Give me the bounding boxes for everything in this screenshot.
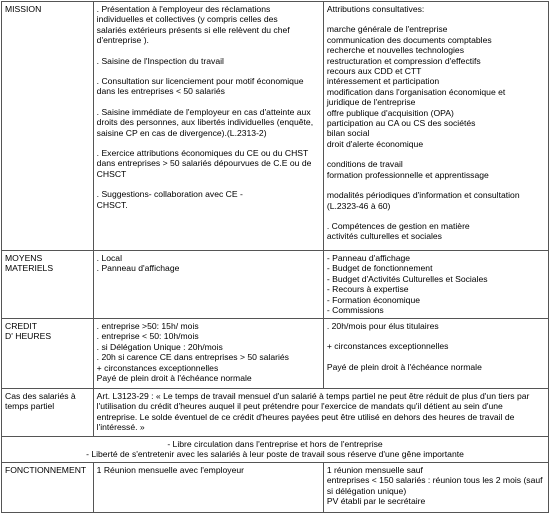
comparison-table (1, 1, 549, 513)
text-line: . Consultation sur licenciement pour motif économique (96, 76, 304, 87)
label-text: MATERIELS (5, 263, 54, 274)
text-line: droits des personnes, aux libertés individuelles (enquête, (96, 117, 314, 128)
text-line: . Saisine immédiate de l'employeur en cas d'atteinte aux (96, 106, 311, 117)
list-item: - Budget de fonctionnement (326, 263, 433, 274)
credit-consult-cell (323, 319, 548, 389)
list-item: . 20h/mois pour élus titulaires (326, 321, 439, 331)
list-item: recherche et nouvelles technologies (326, 45, 464, 56)
label-text: Cas des salariés à (5, 391, 76, 401)
list-item: . entreprise >50: 15h/ mois (96, 321, 199, 331)
text-line: . Exercice attributions économiques du CE ou du CHST (96, 148, 309, 159)
text-line: l'intéressé. » (96, 422, 145, 433)
row-mission (2, 2, 549, 251)
text-line: entreprises < 150 salariés : réunion tous les 2 mois (sauf (326, 475, 543, 486)
list-item: - Recours à expertise (326, 284, 409, 295)
temps-partiel-text-cell (93, 389, 548, 437)
text-line: salariés extérieurs présents si elle relèvent du chef (96, 24, 290, 35)
list-item: marche générale de l'entreprise (326, 24, 448, 35)
cell-heading: Attributions consultatives: (326, 4, 425, 14)
list-item: Payé de plein droit à l'échéance normale (326, 361, 482, 372)
text-line: Art. L3123-29 : « Le temps de travail mensuel d'un salarié à temps partiel ne peut être réduit de plus d'un tiers par (96, 391, 530, 401)
credit-employer-cell (93, 319, 323, 389)
list-item: juridique de l'entreprise (326, 97, 416, 108)
text-line: . Présentation à l'employeur des réclamations (96, 4, 271, 14)
text-line: . Suggestions- collaboration avec CE - (96, 189, 243, 200)
mission-consult-cell (323, 2, 548, 251)
label-text: MISSION (5, 4, 42, 14)
label-text: D' HEURES (5, 331, 52, 342)
list-item: . Panneau d'affichage (96, 263, 180, 274)
row-fonctionnement (2, 462, 549, 512)
list-item: restructuration et compression d'effectifs (326, 55, 481, 66)
row-moyens (2, 251, 549, 319)
row-libre-circulation (2, 437, 549, 463)
list-item: . entreprise < 50: 10h/mois (96, 331, 199, 342)
label-text: temps partiel (5, 401, 55, 412)
list-item: modification dans l'organisation économique et (326, 86, 506, 97)
text-line: - Libre circulation dans l'entreprise et hors de l'entreprise (167, 439, 383, 449)
moyens-consult-cell (323, 251, 548, 319)
fonctionnement-consult-cell (323, 462, 548, 512)
list-item: + circonstances exceptionnelles (326, 341, 449, 352)
list-item: - Commissions (326, 305, 384, 316)
text-line: 1 réunion mensuelle sauf (326, 464, 423, 475)
text-line: dans les entreprises < 50 salariés (96, 86, 225, 97)
list-item: - Budget d'Activités Culturelles et Sociales (326, 273, 488, 284)
list-item: . si Délégation Unique : 20h/mois (96, 341, 223, 352)
list-item: + circonstances exceptionnelles (96, 362, 219, 373)
row-label-fonctionnement (2, 462, 94, 512)
text-line: CHSCT (96, 168, 127, 179)
list-item: formation professionnelle et apprentissage (326, 169, 489, 180)
row-label-mission (2, 2, 94, 251)
text-line: entreprise. Le solde éventuel de ce crédit d'heures payées peut être utilisé en dehors des heures de travail de (96, 411, 515, 422)
label-text: FONCTIONNEMENT (5, 464, 87, 475)
text-line: . Saisine de l'Inspection du travail (96, 55, 224, 66)
list-item: offre publique d'acquisition (OPA) (326, 107, 454, 118)
row-temps-partiel (2, 389, 549, 437)
list-item: - Formation économique (326, 294, 421, 305)
list-item: Payé de plein droit à l'échéance normale (96, 373, 252, 384)
text-line: 1 Réunion mensuelle avec l'employeur (96, 464, 245, 475)
label-text: CREDIT (5, 321, 37, 331)
text-line: PV établi par le secrétaire (326, 496, 426, 507)
text-line: - Liberté de s'entretenir avec les salariés à leur poste de travail sous réserve d'une gêne importante (86, 449, 464, 460)
row-label-moyens (2, 251, 94, 319)
list-item: . Local (96, 253, 122, 263)
list-item: intéressement et participation (326, 76, 440, 87)
row-credit (2, 319, 549, 389)
list-item: (L.2323-46 à 60) (326, 200, 391, 211)
text-line: dans entreprises > 50 salariés dépourvues de C.E ou de (96, 158, 312, 169)
text-line: d'entreprise ). (96, 35, 149, 46)
list-item: recours aux CDD et CTT (326, 66, 422, 77)
list-item: droit d'alerte économique (326, 138, 424, 149)
fonctionnement-employer-cell (93, 462, 323, 512)
list-item: . 20h si carence CE dans entreprises > 50 salariés (96, 352, 289, 363)
mission-employer-cell (93, 2, 323, 251)
list-item: modalités périodiques d'information et consultation (326, 190, 520, 201)
text-line: CHSCT. (96, 199, 128, 210)
list-item: bilan social (326, 128, 370, 139)
row-label-temps-partiel (2, 389, 94, 437)
text-line: si délégation unique) (326, 485, 407, 496)
label-text: MOYENS (5, 253, 43, 263)
list-item: communication des documents comptables (326, 34, 492, 45)
list-item: . Compétences de gestion en matière (326, 220, 470, 231)
list-item: participation au CA ou CS des sociétés (326, 118, 476, 129)
libre-circulation-cell (2, 437, 549, 463)
list-item: conditions de travail (326, 159, 403, 170)
moyens-employer-cell (93, 251, 323, 319)
text-line: individuelles et collectives (y compris celles des (96, 14, 278, 25)
text-line: l'utilisation du crédit d'heures auquel il peut prétendre pour l'exercice de mandats qu'il détient au sein d'une (96, 401, 503, 412)
row-label-credit (2, 319, 94, 389)
list-item: activités culturelles et sociales (326, 231, 442, 242)
list-item: - Panneau d'affichage (326, 253, 411, 263)
text-line: saisine CP en cas de divergence).(L.2313-2) (96, 127, 267, 138)
